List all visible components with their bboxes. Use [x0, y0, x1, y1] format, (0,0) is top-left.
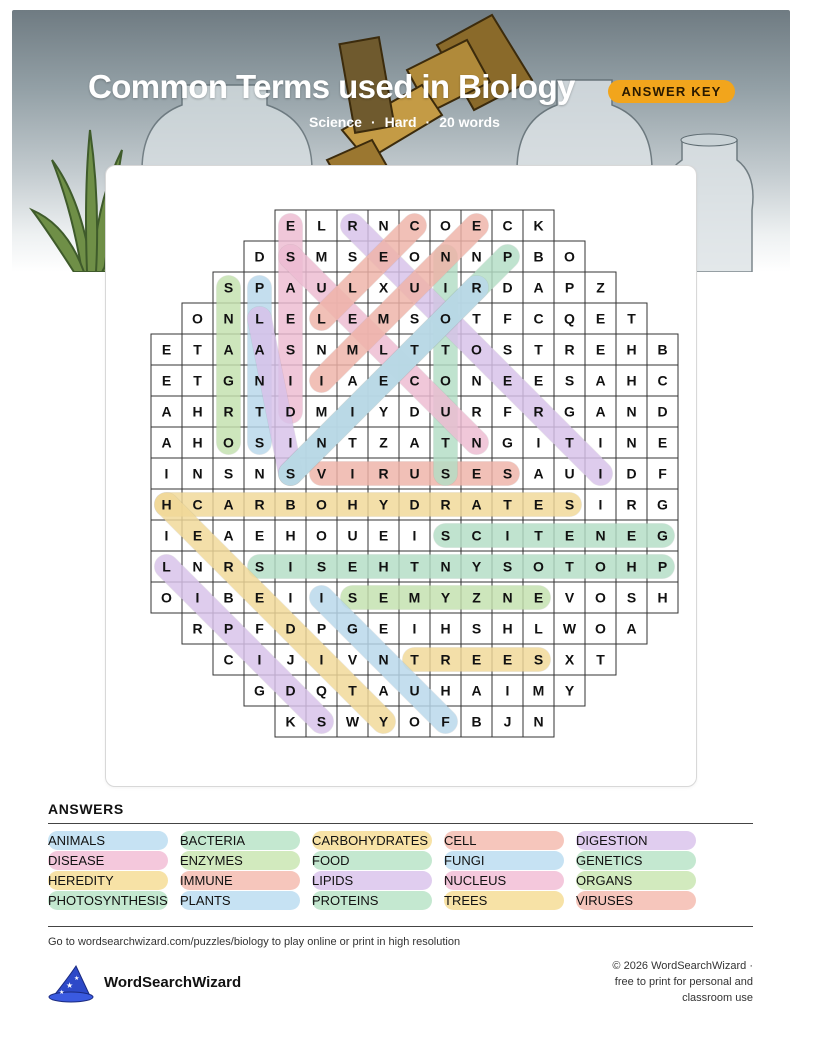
- grid-letter: E: [533, 589, 544, 606]
- grid-letter: I: [505, 527, 510, 544]
- grid-letter: I: [288, 558, 293, 575]
- grid-letter: S: [316, 558, 327, 575]
- grid-letter: A: [223, 527, 234, 544]
- grid-letter: O: [471, 341, 482, 358]
- grid-letter: K: [533, 217, 544, 234]
- grid-letter: N: [316, 341, 327, 358]
- grid-letter: S: [564, 372, 575, 389]
- grid-letter: S: [347, 248, 358, 265]
- grid-letter: T: [503, 496, 512, 513]
- grid-letter: H: [440, 682, 451, 699]
- grid-letter: O: [316, 496, 327, 513]
- grid-letter: R: [254, 496, 265, 513]
- grid-letter: U: [564, 465, 575, 482]
- grid-letter: E: [657, 434, 668, 451]
- grid-letter: E: [285, 217, 296, 234]
- grid-letter: E: [192, 527, 203, 544]
- grid-letter: S: [502, 558, 513, 575]
- divider: [48, 926, 753, 927]
- grid-letter: G: [502, 434, 513, 451]
- copyright-line: © 2026 WordSearchWizard ·: [612, 960, 753, 972]
- grid-letter: P: [316, 620, 327, 637]
- grid-letter: S: [285, 248, 296, 265]
- grid-letter: N: [254, 465, 265, 482]
- grid-letter: X: [564, 651, 575, 668]
- grid-letter: N: [440, 248, 451, 265]
- grid-letter: B: [223, 589, 234, 606]
- grid-letter: H: [378, 558, 389, 575]
- grid-letter: Y: [378, 496, 389, 513]
- answer-word: DIGESTION: [576, 831, 696, 850]
- grid-letter: G: [657, 527, 668, 544]
- grid-letter: M: [377, 310, 390, 327]
- grid-letter: V: [316, 465, 327, 482]
- word-count-label: 20 words: [439, 114, 500, 130]
- grid-letter: D: [502, 279, 513, 296]
- grid-letter: G: [223, 372, 234, 389]
- grid-letter: P: [502, 248, 513, 265]
- grid-letter: T: [348, 682, 357, 699]
- grid-letter: U: [316, 279, 327, 296]
- grid-letter: X: [378, 279, 389, 296]
- answer-word: PHOTOSYNTHESIS: [48, 893, 168, 908]
- grid-letter: D: [285, 682, 296, 699]
- grid-letter: E: [378, 527, 389, 544]
- grid-letter: A: [409, 434, 420, 451]
- answer-key-badge: ANSWER KEY: [608, 80, 735, 103]
- grid-letter: A: [285, 279, 296, 296]
- grid-letter: N: [254, 372, 265, 389]
- grid-letter: S: [626, 589, 637, 606]
- grid-letter: I: [598, 465, 603, 482]
- grid-letter: R: [347, 217, 358, 234]
- answer-word: PROTEINS: [312, 891, 432, 910]
- grid-letter: N: [595, 527, 606, 544]
- grid-letter: M: [408, 589, 421, 606]
- answer-word: LIPIDS: [312, 871, 432, 890]
- grid-letter: O: [440, 372, 451, 389]
- grid-letter: H: [626, 558, 637, 575]
- grid-letter: S: [409, 310, 420, 327]
- grid-letter: O: [223, 434, 234, 451]
- grid-letter: O: [161, 589, 172, 606]
- grid-letter: I: [257, 651, 262, 668]
- grid-letter: H: [440, 620, 451, 637]
- grid-letter: L: [379, 341, 388, 358]
- grid-letter: U: [440, 403, 451, 420]
- grid-letter: E: [347, 558, 358, 575]
- grid-letter: D: [409, 403, 420, 420]
- grid-letter: E: [285, 310, 296, 327]
- grid-letter: D: [254, 248, 265, 265]
- grid-letter: T: [193, 341, 202, 358]
- grid-letter: T: [410, 341, 419, 358]
- grid-letter: F: [441, 713, 450, 730]
- grid-letter: R: [471, 403, 482, 420]
- grid-letter: I: [164, 527, 169, 544]
- grid-letter: O: [533, 558, 544, 575]
- grid-letter: T: [255, 403, 264, 420]
- grid-letter: A: [533, 465, 544, 482]
- grid-letter: I: [350, 403, 355, 420]
- grid-letter: O: [316, 527, 327, 544]
- grid-letter: B: [657, 341, 668, 358]
- grid-letter: R: [440, 496, 451, 513]
- svg-text:★: ★: [74, 976, 80, 982]
- grid-letter: S: [254, 434, 265, 451]
- grid-letter: S: [285, 465, 296, 482]
- grid-letter: R: [223, 558, 234, 575]
- grid-letter: A: [471, 682, 482, 699]
- answer-word: HEREDITY: [48, 871, 168, 890]
- grid-letter: I: [598, 434, 603, 451]
- grid-letter: A: [161, 403, 172, 420]
- grid-letter: O: [409, 713, 420, 730]
- grid-letter: I: [536, 434, 541, 451]
- grid-letter: H: [347, 496, 358, 513]
- grid-letter: C: [657, 372, 668, 389]
- grid-letter: V: [347, 651, 358, 668]
- grid-letter: Y: [471, 558, 482, 575]
- copyright-text: [560, 958, 753, 1006]
- grid-letter: I: [288, 589, 293, 606]
- grid-letter: L: [348, 279, 357, 296]
- grid-letter: I: [319, 372, 324, 389]
- grid-letter: B: [285, 496, 296, 513]
- grid-letter: D: [285, 403, 296, 420]
- grid-letter: S: [223, 465, 234, 482]
- grid-letter: A: [626, 620, 637, 637]
- grid-letter: M: [532, 682, 545, 699]
- grid-letter: T: [565, 558, 574, 575]
- grid-letter: E: [161, 341, 172, 358]
- grid-letter: H: [192, 403, 203, 420]
- grid-letter: N: [471, 434, 482, 451]
- grid-letter: H: [626, 341, 637, 358]
- grid-letter: D: [409, 496, 420, 513]
- grid-letter: G: [254, 682, 265, 699]
- answer-word: FUNGI: [444, 851, 564, 870]
- grid-letter: H: [657, 589, 668, 606]
- wizard-hat-icon: [46, 964, 94, 1004]
- category-label: Science: [309, 114, 362, 130]
- grid-letter: A: [161, 434, 172, 451]
- grid-letter: I: [288, 372, 293, 389]
- grid-letter: F: [503, 403, 512, 420]
- grid-letter: Y: [378, 403, 389, 420]
- grid-letter: C: [192, 496, 203, 513]
- footer-link-text: Go to wordsearchwizard.com/puzzles/biology to play online or print in high resolution: [48, 936, 461, 948]
- grid-letter: M: [315, 403, 328, 420]
- grid-letter: I: [412, 620, 417, 637]
- grid-letter: N: [626, 434, 637, 451]
- grid-letter: G: [347, 620, 358, 637]
- grid-letter: S: [471, 620, 482, 637]
- grid-letter: H: [285, 527, 296, 544]
- answer-word: NUCLEUS: [444, 871, 564, 890]
- answer-word: GENETICS: [576, 851, 696, 870]
- grid-letter: P: [223, 620, 234, 637]
- grid-letter: R: [192, 620, 203, 637]
- answer-word: CARBOHYDRATES: [312, 831, 432, 850]
- grid-letter: S: [285, 341, 296, 358]
- grid-letter: S: [316, 713, 327, 730]
- grid-letter: Y: [378, 713, 389, 730]
- grid-letter: E: [378, 620, 389, 637]
- grid-letter: F: [503, 310, 512, 327]
- grid-letter: O: [564, 248, 575, 265]
- svg-text:★: ★: [59, 990, 65, 996]
- grid-letter: W: [345, 713, 360, 730]
- grid-letter: H: [626, 372, 637, 389]
- grid-letter: E: [533, 496, 544, 513]
- grid-letter: I: [443, 279, 448, 296]
- answer-word: CELL: [444, 831, 564, 850]
- answer-word: IMMUNE: [180, 871, 300, 890]
- answer-word: TREES: [444, 891, 564, 910]
- grid-letter: N: [192, 558, 203, 575]
- svg-text:★: ★: [66, 981, 74, 990]
- grid-letter: E: [502, 372, 513, 389]
- grid-letter: I: [505, 682, 510, 699]
- grid-letter: N: [223, 310, 234, 327]
- difficulty-label: Hard: [384, 114, 417, 130]
- grid-letter: F: [255, 620, 264, 637]
- grid-letter: N: [192, 465, 203, 482]
- puzzle-card: [105, 165, 697, 787]
- divider: [48, 823, 753, 824]
- answer-word: ORGANS: [576, 871, 696, 890]
- grid-letter: C: [533, 310, 544, 327]
- grid-letter: Z: [596, 279, 605, 296]
- grid-letter: B: [533, 248, 544, 265]
- grid-letter: S: [440, 465, 451, 482]
- grid-letter: O: [440, 310, 451, 327]
- grid-letter: A: [254, 341, 265, 358]
- brand-name: WordSearchWizard: [104, 974, 242, 991]
- grid-letter: H: [192, 434, 203, 451]
- grid-letter: H: [161, 496, 172, 513]
- grid-letter: A: [595, 372, 606, 389]
- grid-letter: P: [564, 279, 575, 296]
- grid-letter: A: [223, 341, 234, 358]
- grid-letter: C: [223, 651, 234, 668]
- grid-letter: U: [409, 465, 420, 482]
- grid-letter: B: [471, 713, 482, 730]
- grid-letter: E: [347, 310, 358, 327]
- grid-letter: T: [410, 651, 419, 668]
- grid-letter: L: [162, 558, 171, 575]
- grid-letter: T: [534, 341, 543, 358]
- grid-letter: I: [319, 589, 324, 606]
- grid-letter: A: [471, 496, 482, 513]
- grid-letter: U: [347, 527, 358, 544]
- grid-letter: D: [285, 620, 296, 637]
- puzzle-meta: [309, 114, 500, 130]
- grid-letter: E: [378, 372, 389, 389]
- grid-letter: T: [441, 434, 450, 451]
- grid-letter: U: [409, 279, 420, 296]
- grid-letter: R: [223, 403, 234, 420]
- grid-letter: D: [626, 465, 637, 482]
- grid-letter: N: [502, 589, 513, 606]
- grid-letter: O: [440, 217, 451, 234]
- separator-dot: ·: [370, 114, 376, 130]
- letter-grid: [106, 166, 696, 786]
- grid-letter: W: [562, 620, 577, 637]
- grid-letter: L: [534, 620, 543, 637]
- grid-letter: E: [595, 310, 606, 327]
- grid-letter: N: [626, 403, 637, 420]
- grid-letter: R: [378, 465, 389, 482]
- separator-dot: ·: [425, 114, 431, 130]
- grid-letter: E: [471, 465, 482, 482]
- grid-letter: I: [350, 465, 355, 482]
- grid-letter: N: [471, 372, 482, 389]
- grid-letter: A: [223, 496, 234, 513]
- grid-letter: I: [288, 434, 293, 451]
- grid-letter: S: [533, 651, 544, 668]
- grid-letter: E: [378, 248, 389, 265]
- grid-letter: N: [316, 434, 327, 451]
- grid-letter: J: [286, 651, 295, 668]
- grid-letter: A: [533, 279, 544, 296]
- grid-letter: A: [347, 372, 358, 389]
- puzzle-title: Common Terms used in Biology: [88, 68, 575, 105]
- grid-letter: E: [471, 651, 482, 668]
- grid-letter: E: [502, 651, 513, 668]
- grid-letter: E: [533, 372, 544, 389]
- grid-letter: Z: [379, 434, 388, 451]
- grid-letter: N: [378, 217, 389, 234]
- grid-letter: V: [564, 589, 575, 606]
- grid-letter: R: [440, 651, 451, 668]
- grid-letter: I: [319, 651, 324, 668]
- grid-letter: S: [254, 558, 265, 575]
- grid-letter: E: [254, 589, 265, 606]
- grid-letter: L: [255, 310, 264, 327]
- grid-letter: O: [192, 310, 203, 327]
- grid-letter: G: [564, 403, 575, 420]
- grid-letter: C: [409, 217, 420, 234]
- grid-letter: G: [657, 496, 668, 513]
- answer-word: PLANTS: [180, 891, 300, 910]
- grid-letter: F: [658, 465, 667, 482]
- answer-word: FOOD: [312, 851, 432, 870]
- answer-word: DISEASE: [48, 851, 168, 870]
- grid-letter: T: [627, 310, 636, 327]
- answer-word: ENZYMES: [180, 851, 300, 870]
- grid-letter: E: [471, 217, 482, 234]
- grid-letter: T: [441, 341, 450, 358]
- grid-letter: A: [595, 403, 606, 420]
- grid-letter: I: [598, 496, 603, 513]
- grid-letter: E: [378, 589, 389, 606]
- grid-letter: P: [254, 279, 265, 296]
- grid-letter: S: [564, 496, 575, 513]
- grid-letter: S: [223, 279, 234, 296]
- grid-letter: I: [195, 589, 200, 606]
- grid-letter: Y: [440, 589, 451, 606]
- answer-word: BACTERIA: [180, 831, 300, 850]
- grid-letter: N: [378, 651, 389, 668]
- grid-letter: R: [471, 279, 482, 296]
- grid-letter: Z: [472, 589, 481, 606]
- grid-letter: O: [409, 248, 420, 265]
- grid-letter: M: [346, 341, 359, 358]
- grid-letter: Q: [316, 682, 327, 699]
- grid-letter: S: [502, 465, 513, 482]
- grid-letter: T: [472, 310, 481, 327]
- grid-letter: Y: [564, 682, 575, 699]
- grid-letter: L: [317, 310, 326, 327]
- grid-letter: U: [409, 682, 420, 699]
- answer-word: ANIMALS: [48, 831, 168, 850]
- grid-letter: K: [285, 713, 296, 730]
- grid-letter: P: [657, 558, 668, 575]
- grid-letter: T: [596, 651, 605, 668]
- grid-letter: C: [502, 217, 513, 234]
- copyright-line: free to print for personal and: [614, 976, 753, 988]
- grid-letter: R: [533, 403, 544, 420]
- grid-letter: R: [626, 496, 637, 513]
- grid-letter: O: [595, 589, 606, 606]
- grid-letter: H: [502, 620, 513, 637]
- grid-letter: E: [254, 527, 265, 544]
- grid-letter: T: [193, 372, 202, 389]
- grid-letter: N: [440, 558, 451, 575]
- grid-letter: O: [595, 558, 606, 575]
- grid-letter: S: [347, 589, 358, 606]
- grid-letter: T: [534, 527, 543, 544]
- grid-letter: O: [595, 620, 606, 637]
- grid-letter: C: [471, 527, 482, 544]
- grid-letter: T: [348, 434, 357, 451]
- answer-word: VIRUSES: [576, 891, 696, 910]
- grid-letter: D: [657, 403, 668, 420]
- grid-letter: I: [164, 465, 169, 482]
- grid-letter: L: [317, 217, 326, 234]
- answers-heading: ANSWERS: [48, 801, 124, 817]
- grid-letter: N: [471, 248, 482, 265]
- grid-letter: T: [410, 558, 419, 575]
- grid-letter: S: [502, 341, 513, 358]
- grid-letter: J: [503, 713, 512, 730]
- grid-letter: Q: [564, 310, 575, 327]
- grid-letter: M: [315, 248, 328, 265]
- grid-letter: T: [565, 434, 574, 451]
- grid-letter: R: [564, 341, 575, 358]
- grid-letter: A: [378, 682, 389, 699]
- grid-letter: E: [161, 372, 172, 389]
- grid-letter: S: [440, 527, 451, 544]
- grid-letter: C: [409, 372, 420, 389]
- copyright-line: classroom use: [682, 992, 753, 1004]
- grid-letter: E: [564, 527, 575, 544]
- grid-letter: E: [626, 527, 637, 544]
- grid-letter: I: [412, 527, 417, 544]
- grid-letter: E: [595, 341, 606, 358]
- grid-letter: N: [533, 713, 544, 730]
